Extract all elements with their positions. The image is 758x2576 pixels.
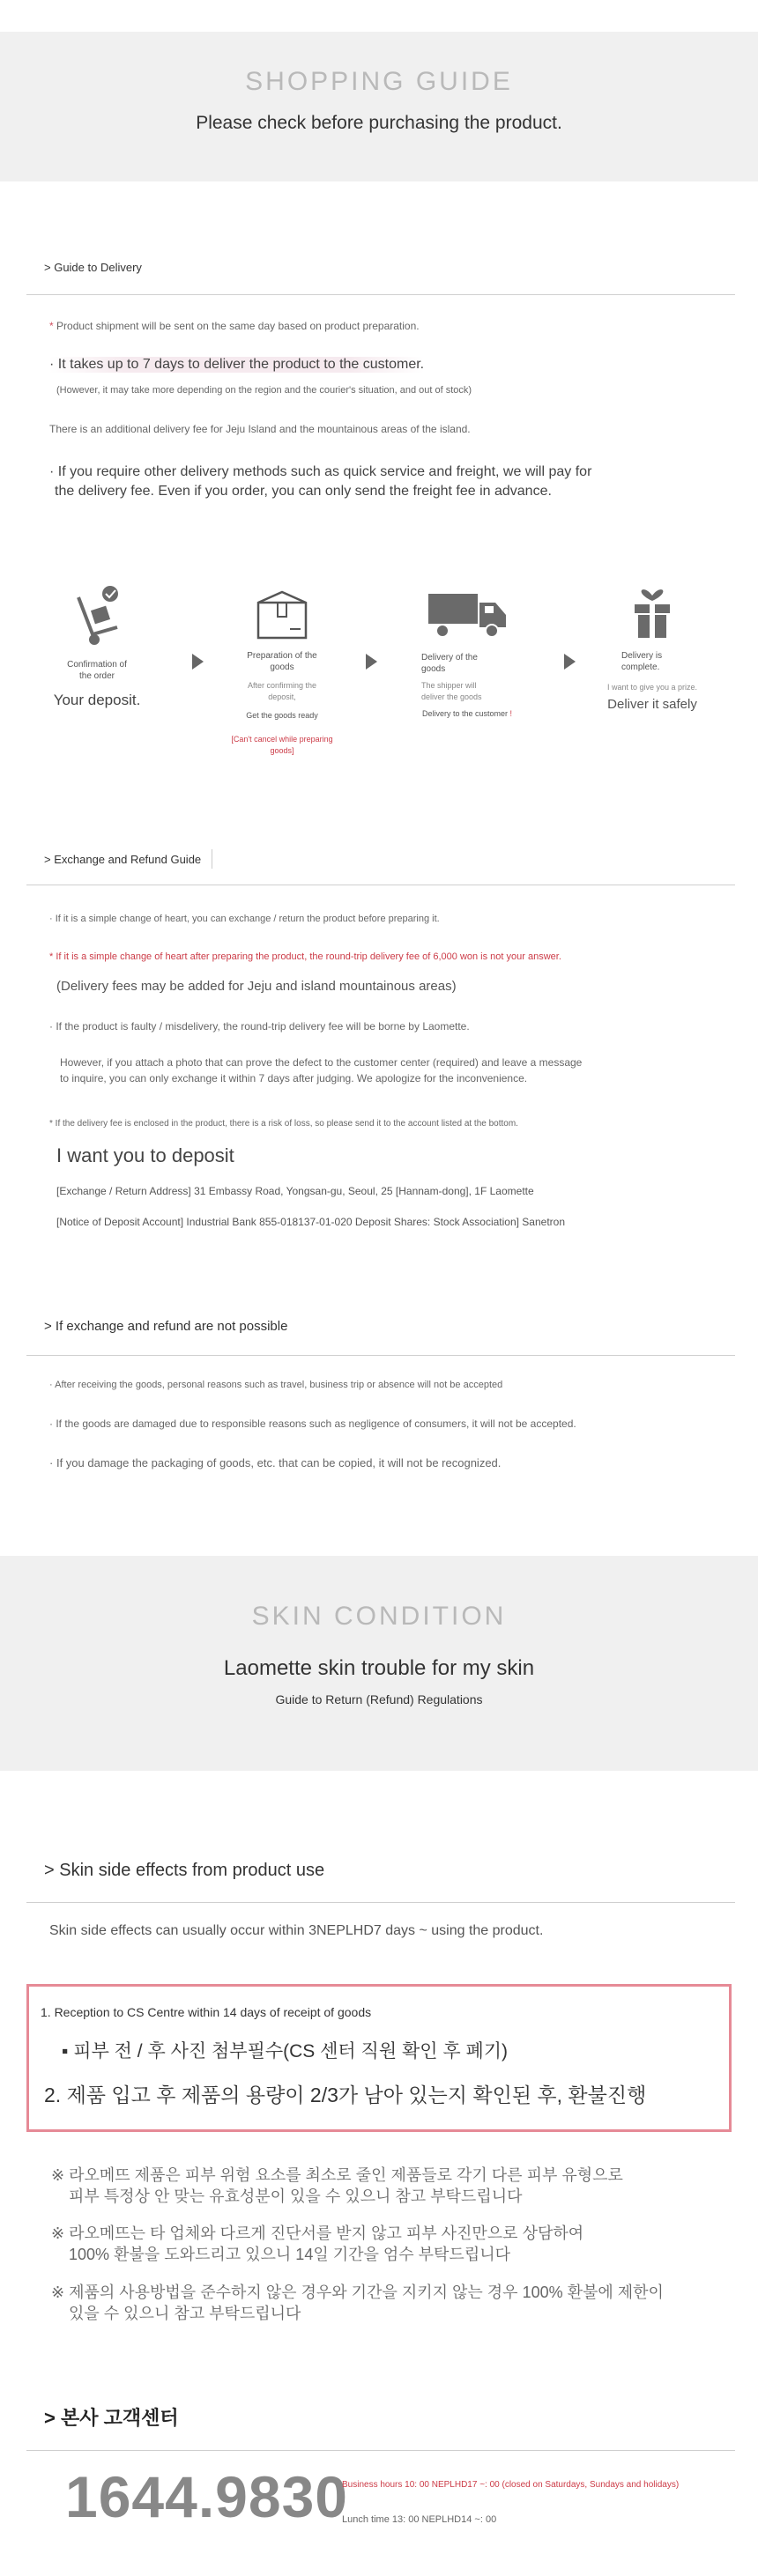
box-icon [251,583,313,647]
step-3-detail: The shipper will deliver the goods [421,681,482,701]
skin-note-2b: 100% 환불을 도와드리고 있으니 14일 기간을 엄수 부탁드립니다 [69,2246,510,2263]
step-1-label: Confirmation of the order [67,660,127,681]
step-2-extra: Get the goods ready [246,711,318,720]
step-arrow-3 [564,654,576,670]
exchange-note-5: However, if you attach a photo that can prove the defect to the customer center (required) and leave a message [60,1056,583,1069]
step-order-confirmation [35,581,159,706]
skin-condition-caption: Guide to Return (Refund) Regulations [275,1692,483,1706]
delivery-note-5: · If you require other delivery methods such as quick service and freight, we will pay for [49,464,592,479]
delivery-note-6: the delivery fee. Even if you order, you can only send the freight fee in advance. [55,484,552,499]
side-effects-divider [26,1902,735,1903]
skin-note-1b: 피부 특정상 안 맞는 유효성분이 있을 수 있으니 참고 부탁드립니다 [69,2187,523,2205]
exchange-heading: > Exchange and Refund Guide [44,853,202,866]
delivery-note-3: (However, it may take more depending on the region and the courier's situation, and out of stock) [56,385,472,396]
side-effects-heading: > Skin side effects from product use [44,1861,325,1880]
not-possible-divider [26,1355,735,1356]
exchange-note-2: * If it is a simple change of heart after preparing the product, the round-trip delivery fee of 6,000 won is not your answer. [49,951,561,962]
exchange-note-4: · If the product is faulty / misdelivery, the round-trip delivery fee will be borne by Laomette. [49,1020,470,1033]
exchange-note-3: (Delivery fees may be added for Jeju and island mountainous areas) [56,979,457,994]
hand-truck-icon [66,581,128,652]
skin-note-3a: ※ 제품의 사용방법을 준수하지 않은 경우와 기간을 지키지 않는 경우 100% 환불에 제한이 [51,2284,664,2301]
not-possible-note-3: · If you damage the packaging of goods, etc. that can be copied, it will not be recognized. [49,1456,502,1469]
not-possible-note-2: · If the goods are damaged due to responsible reasons such as negligence of consumers, it will not be accepted. [49,1418,576,1430]
exchange-deposit: I want you to deposit [56,1144,234,1166]
shopping-guide-subtitle: Please check before purchasing the product. [196,113,562,133]
skin-condition-title: SKIN CONDITION [251,1602,507,1631]
shopping-guide-band [0,32,758,181]
step-4-detail: I want to give you a prize. [606,683,698,692]
exchange-note-1: · If it is a simple change of heart, you can exchange / return the product before preparing it. [49,914,440,924]
not-possible-note-1: · After receiving the goods, personal reasons such as travel, business trip or absence will not be accepted [49,1380,503,1390]
refund-condition-2: ▪ 피부 전 / 후 사진 첨부필수(CS 센터 직원 확인 후 폐기) [62,2041,509,2062]
refund-condition-1: 1. Reception to CS Centre within 14 days of receipt of goods [41,2005,372,2019]
exchange-note-7: * If the delivery fee is enclosed in the product, there is a risk of loss, so please send it to the account listed at the bottom. [49,1119,518,1129]
skin-note-2a: ※ 라오메뜨는 타 업체와 다르게 진단서를 받지 않고 피부 사진만으로 상담하여 [51,2224,584,2242]
business-hours: Business hours 10: 00 NEPLHD17 ~: 00 (closed on Saturdays, Sundays and holidays) [342,2480,680,2490]
step-goods-preparation [220,583,344,757]
skin-note-3b: 있을 수 있으니 참고 부탁드립니다 [69,2305,301,2322]
refund-condition-3: 2. 제품 입고 후 제품의 용량이 2/3가 남아 있는지 확인된 후, 환불진행 [44,2084,647,2106]
shopping-guide-title: SHOPPING GUIDE [245,67,513,96]
step-delivery-complete [591,580,714,710]
step-1-extra: Your deposit. [53,692,141,708]
exchange-account: [Notice of Deposit Account] Industrial Bank 855-018137-01-020 Deposit Shares: Stock Association] Sanetron [56,1216,566,1228]
delivery-note-1: * Product shipment will be sent on the same day based on product preparation. [49,320,420,332]
delivery-note-4: There is an additional delivery fee for Jeju Island and the mountainous areas of the island. [49,423,471,435]
step-goods-delivery [405,588,529,720]
step-4-extra: Deliver it safely [607,697,697,712]
customer-center-divider [26,2450,735,2451]
side-effects-intro: Skin side effects can usually occur within 3NEPLHD7 days ~ using the product. [49,1923,544,1938]
step-2-label: Preparation of the goods [247,651,317,672]
exchange-note-6: to inquire, you can only exchange it within 7 days after judging. We apologize for the inconvenience. [60,1072,528,1084]
customer-center-phone: 1644.9830 [65,2464,348,2529]
not-possible-heading: > If exchange and refund are not possible [44,1319,288,1334]
lunch-time: Lunch time 13: 00 NEPLHD14 ~: 00 [342,2514,497,2525]
truck-icon [425,588,509,641]
step-3-extra: Delivery to the customer ! [421,709,513,718]
delivery-heading: > Guide to Delivery [44,261,142,274]
step-3-label: Delivery of the goods [421,653,478,674]
skin-note-1a: ※ 라오메뜨 제품은 피부 위험 요소를 최소로 줄인 제품들로 각기 다른 피부 유형으로 [51,2166,623,2184]
skin-condition-subtitle: Laomette skin trouble for my skin [223,1656,535,1680]
delivery-note-2: · It takes up to 7 days to deliver the product to the customer. [49,357,425,372]
step-arrow-2 [366,654,377,670]
step-2-detail: After confirming the deposit, [247,681,317,701]
gift-icon [626,580,679,643]
step-arrow-1 [192,654,204,670]
step-2-note: [Can't cancel while preparing goods] [231,735,333,755]
customer-center-heading: > 본사 고객센터 [44,2407,179,2429]
exchange-address: [Exchange / Return Address] 31 Embassy Road, Yongsan-gu, Seoul, 25 [Hannam-dong], 1F Laomette [56,1185,534,1197]
step-4-label: Delivery is complete. [621,651,663,672]
delivery-divider [26,294,735,295]
